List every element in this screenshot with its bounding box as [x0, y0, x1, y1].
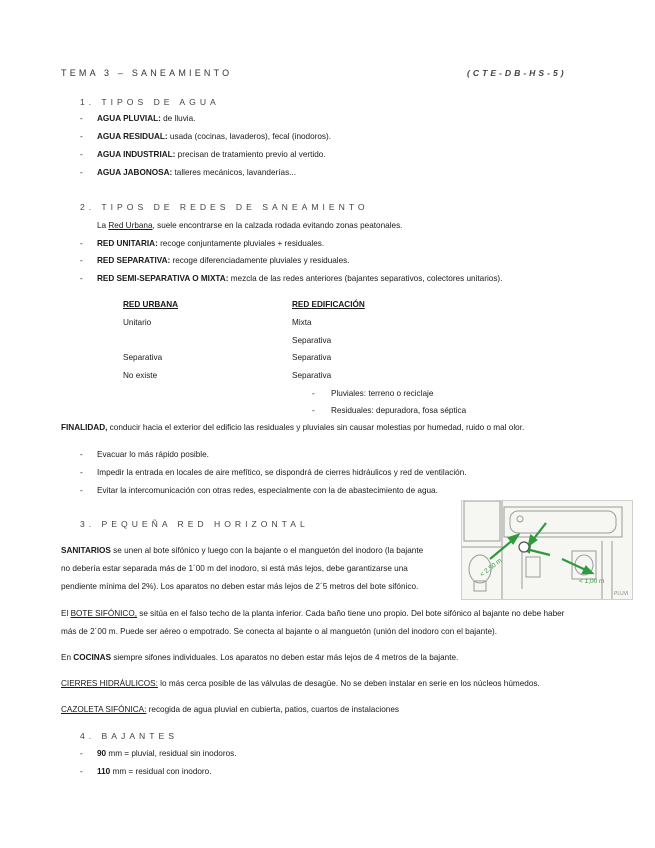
section-1-title: 1. TIPOS DE AGUA: [80, 97, 220, 107]
list-item: - RED UNITARIA: recoge conjuntamente pluviales + residuales.: [80, 239, 325, 248]
table-sub-item: - Pluviales: terreno o reciclaje: [312, 389, 434, 398]
list-item: - 110 mm = residual con inodoro.: [80, 767, 212, 776]
finalidad-paragraph: FINALIDAD, conducir hacia el exterior del edificio las residuales y pluviales sin causar molestias por humedad, ruido o mal olor.: [61, 423, 525, 432]
bote-sifonico-paragraph: El BOTE SIFÓNICO, se sitúa en el falso techo de la planta inferior. Cada baño tiene uno propio. Del bote sifónico al bajante no debe haber más de 2´00 m. Puede ser aéreo o empotrado. Se conecta al bajante o al manguetón (unión del inodoro con el bajante).: [61, 609, 565, 636]
section-2-title: 2. TIPOS DE REDES DE SANEAMIENTO: [80, 202, 369, 212]
table-cell: Separativa: [123, 353, 163, 362]
table-cell: Separativa: [292, 353, 332, 362]
table-header-red-urbana: RED URBANA: [123, 300, 179, 309]
cocinas-paragraph: En COCINAS siempre sifones individuales. Los aparatos no deben estar más lejos de 4 metros de la bajante.: [61, 653, 459, 662]
table-cell: Unitario: [123, 318, 152, 327]
table-cell: Separativa: [292, 371, 332, 380]
list-item: - RED SEPARATIVA: recoge diferenciadamente pluviales y residuales.: [80, 256, 350, 265]
list-item: - Evacuar lo más rápido posible.: [80, 450, 209, 459]
plan-label-c: PLUVI: [614, 591, 629, 597]
list-item: - 90 mm = pluvial, residual sin inodoros.: [80, 749, 237, 758]
table-cell: Mixta: [292, 318, 312, 327]
sanitarios-paragraph: SANITARIOS se unen al bote sifónico y luego con la bajante o el manguetón del inodoro (la bajante no debería estar separada más de 1´00 m del inodoro, si está más lejos, debe garantizarse una pendiente mínima del 2%). Los aparatos no deben estar más lejos de 2´5 metros del bote sifónico.: [61, 546, 424, 591]
list-item: - AGUA RESIDUAL: usada (cocinas, lavaderos), fecal (inodoros).: [80, 132, 332, 141]
table-cell: Separativa: [292, 336, 332, 345]
red-urbana-link: Red Urbana: [108, 221, 153, 230]
list-item: - AGUA INDUSTRIAL: precisan de tratamiento previo al vertido.: [80, 150, 326, 159]
list-item: - Evitar la intercomunicación con otras redes, especialmente con la de abastecimiento de agua.: [80, 486, 438, 495]
table-sub-item: - Residuales: depuradora, fosa séptica: [312, 406, 467, 415]
table-header-red-edificacion: RED EDIFICACIÓN: [292, 300, 365, 309]
bathroom-plan-image: [461, 500, 633, 600]
section-3-title: 3. PEQUEÑA RED HORIZONTAL: [80, 519, 309, 529]
list-item: - AGUA JABONOSA: talleres mecánicos, lavanderías...: [80, 168, 296, 177]
table-cell: No existe: [123, 371, 158, 380]
cierres-paragraph: CIERRES HIDRÁULICOS: lo más cerca posible de las válvulas de desagüe. No se deben instalar en serie en los núcleos húmedos.: [61, 679, 540, 688]
plan-label-a: < 2,50 m: [478, 557, 504, 579]
list-item: - Impedir la entrada en locales de aire mefítico, se dispondrá de cierres hidráulicos y red de ventilación.: [80, 468, 467, 477]
section-4-title: 4. BAJANTES: [80, 731, 178, 741]
document-title: TEMA 3 – SANEAMIENTO: [61, 68, 233, 78]
list-item: - RED SEMI-SEPARATIVA O MIXTA: mezcla de las redes anteriores (bajantes separativos, colectores unitarios).: [80, 274, 503, 283]
list-item: - AGUA PLUVIAL: de lluvia.: [80, 114, 196, 123]
document-reference: (CTE-DB-HS-5): [467, 68, 567, 78]
plan-label-b: < 1,00 m: [579, 578, 605, 585]
cazoleta-paragraph: CAZOLETA SIFÓNICA: recogida de agua pluvial en cubierta, patios, cuartos de instalaciones: [61, 705, 399, 714]
intro-paragraph: La Red Urbana, suele encontrarse en la calzada rodada evitando zonas peatonales.: [97, 221, 403, 230]
